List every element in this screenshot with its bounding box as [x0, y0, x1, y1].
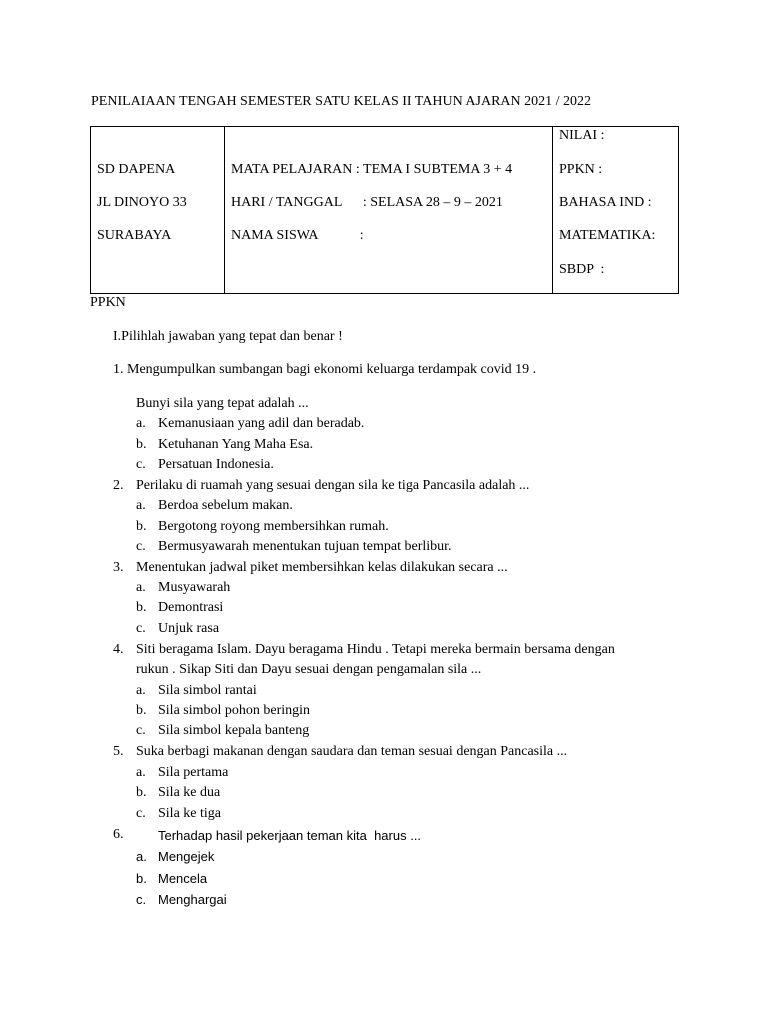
score-matematika: MATEMATIKA: [559, 228, 656, 243]
score-label: NILAI : [559, 128, 605, 143]
option-label: a. [136, 849, 147, 864]
question-text: Siti beragama Islam. Dayu beragama Hindu . Tetapi mereka bermain bersama dengan [136, 642, 615, 657]
question-text: Perilaku di ruamah yang sesuai dengan sila ke tiga Pancasila adalah ... [136, 478, 530, 493]
option-text: Mencela [158, 871, 208, 886]
school-city: SURABAYA [97, 228, 172, 243]
question-text: Menentukan jadwal piket membersihkan kelas dilakukan secara ... [136, 560, 508, 575]
option-text: Musyawarah [158, 580, 231, 595]
question-number: 3. [113, 560, 124, 575]
option-label: c. [136, 457, 146, 472]
question-text: rukun . Sikap Siti dan Dayu sesuai dengan pengamalan sila ... [136, 662, 482, 677]
subject-line: MATA PELAJARAN : TEMA I SUBTEMA 3 + 4 [231, 162, 513, 177]
option-text: Kemanusiaan yang adil dan beradab. [158, 416, 365, 431]
option-label: c. [136, 539, 146, 554]
option-text: Sila ke tiga [158, 806, 221, 821]
option-label: b. [136, 871, 147, 886]
instruction: I.Pilihlah jawaban yang tepat dan benar ! [113, 329, 343, 344]
option-text: Menghargai [158, 892, 227, 907]
option-text: Persatuan Indonesia. [158, 457, 274, 472]
option-text: Demontrasi [158, 600, 224, 615]
question-text: Suka berbagi makanan dengan saudara dan teman sesuai dengan Pancasila ... [136, 744, 568, 759]
question-number: 2. [113, 478, 124, 493]
question-number: 5. [113, 744, 124, 759]
option-text: Ketuhanan Yang Maha Esa. [158, 437, 314, 452]
option-label: b. [136, 519, 147, 534]
school-cell [91, 127, 225, 294]
option-label: b. [136, 703, 147, 718]
option-label: c. [136, 806, 146, 821]
option-label: b. [136, 437, 147, 452]
question-number: 6. [113, 827, 124, 842]
option-label: c. [136, 621, 146, 636]
score-sbdp: SBDP : [559, 262, 605, 277]
option-label: c. [136, 892, 147, 907]
score-bahasa: BAHASA IND : [559, 195, 652, 210]
option-label: b. [136, 600, 147, 615]
question-1: 1. Mengumpulkan sumbangan bagi ekonomi keluarga terdampak covid 19 . [113, 362, 537, 377]
option-text: Unjuk rasa [158, 621, 220, 636]
option-text: Berdoa sebelum makan. [158, 498, 293, 513]
school-address: JL DINOYO 33 [97, 195, 187, 210]
option-label: c. [136, 723, 146, 738]
option-text: Sila pertama [158, 765, 229, 780]
option-label: a. [136, 580, 146, 595]
score-ppkn: PPKN : [559, 162, 603, 177]
date-line: HARI / TANGGAL : SELASA 28 – 9 – 2021 [231, 195, 503, 210]
school-name: SD DAPENA [97, 162, 176, 177]
student-name-line: NAMA SISWA : [231, 228, 364, 243]
info-cell [225, 127, 553, 294]
option-label: b. [136, 785, 147, 800]
question-1-prompt: Bunyi sila yang tepat adalah ... [136, 396, 309, 411]
option-text: Sila ke dua [158, 785, 221, 800]
option-label: a. [136, 416, 146, 431]
section-heading: PPKN [90, 295, 126, 310]
option-label: a. [136, 498, 146, 513]
score-cell [553, 127, 679, 294]
option-text: Sila simbol kepala banteng [158, 723, 310, 738]
question-text: Terhadap hasil pekerjaan teman kita harus ... [158, 828, 422, 843]
option-text: Bergotong royong membersihkan rumah. [158, 519, 389, 534]
question-number: 4. [113, 642, 124, 657]
page-title: PENILAIAAN TENGAH SEMESTER SATU KELAS II TAHUN AJARAN 2021 / 2022 [91, 94, 592, 109]
option-text: Sila simbol rantai [158, 683, 257, 698]
option-text: Bermusyawarah menentukan tujuan tempat berlibur. [158, 539, 452, 554]
option-label: a. [136, 683, 146, 698]
option-text: Mengejek [158, 849, 215, 864]
header-table [90, 126, 679, 294]
option-text: Sila simbol pohon beringin [158, 703, 311, 718]
option-label: a. [136, 765, 146, 780]
